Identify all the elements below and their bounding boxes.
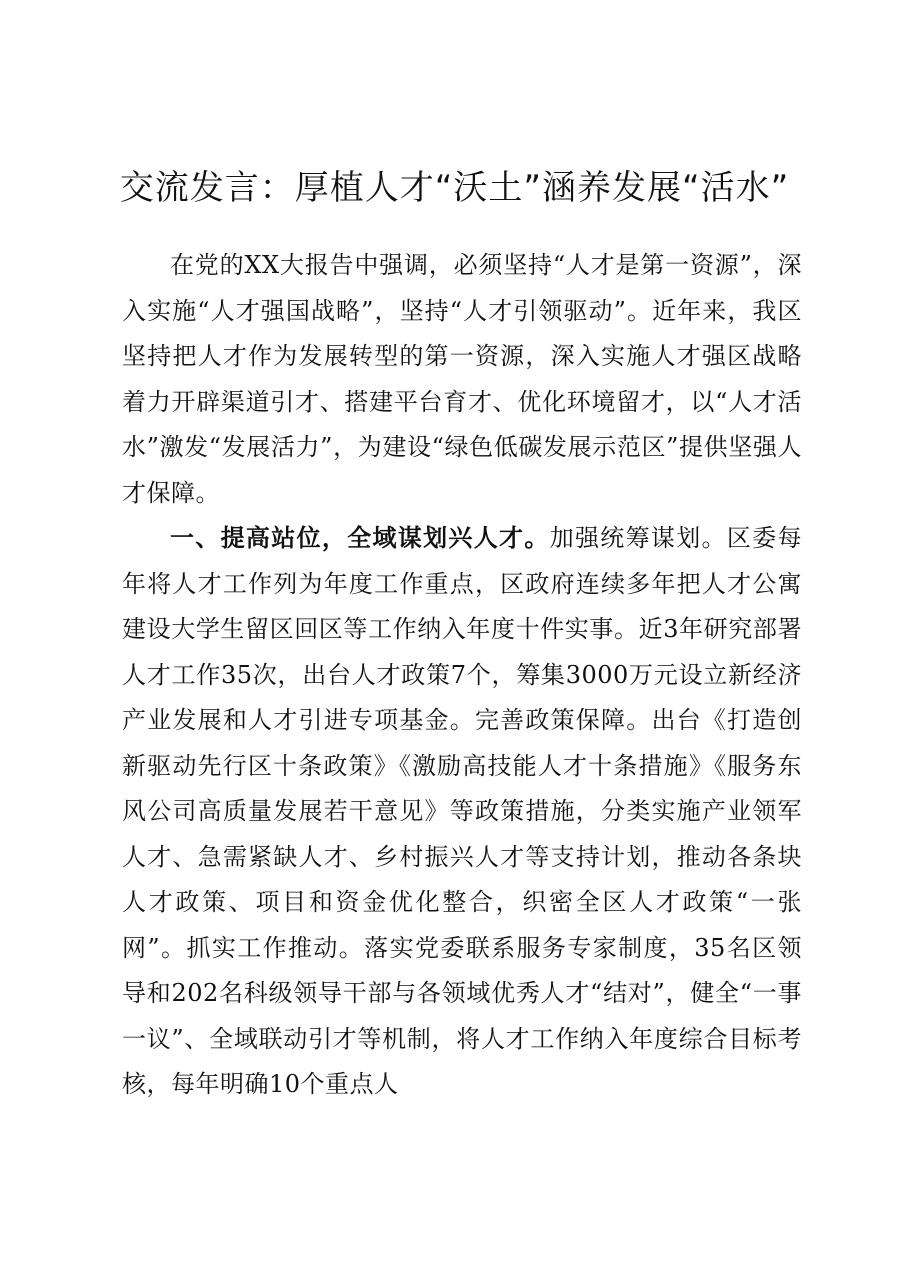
section-one-heading: 一、提高站位，全域谋划兴人才。 — [170, 524, 550, 552]
section-one-paragraph — [122, 516, 802, 1108]
intro-paragraph — [122, 243, 802, 516]
document-title: 交流发言：厚植人才“沃土”涵养发展“活水” — [119, 168, 790, 208]
intro-paragraph-text: 在党的XX大报告中强调，必须坚持“人才是第一资源”，深入实施“人才强国战略”，坚持“人才引领驱动”。近年来，我区坚持把人才作为发展转型的第一资源，深入实施人才强区战略着力开辟渠道引才、搭建平台育才、优化环境留才，以“人才活水”激发“发展活力”，为建设“绿色低碳发展示范区”提供坚强人才保障。 — [122, 251, 802, 507]
section-one-text: 加强统筹谋划。区委每年将人才工作列为年度工作重点，区政府连续多年把人才公寓建设大学生留区回区等工作纳入年度十件实事。近3年研究部署人才工作35次，出台人才政策7个，筹集3000万元设立新经济产业发展和人才引进专项基金。完善政策保障。出台《打造创新驱动先行区十条政策》《激励高技能人才十条措施》《服务东风公司高质量发展若干意见》等政策措施，分类实施产业领军人才、急需紧缺人才、乡村振兴人才等支持计划，推动各条块人才政策、项目和资金优化整合，织密全区人才政策“一张网”。抓实工作推动。落实党委联系服务专家制度，35名区领导和202名科级领导干部与各领域优秀人才“结对”，健全“一事一议”、全域联动引才等机制，将人才工作纳入年度综合目标考核，每年明确10个重点人 — [122, 524, 802, 1098]
document-body — [122, 243, 802, 1108]
